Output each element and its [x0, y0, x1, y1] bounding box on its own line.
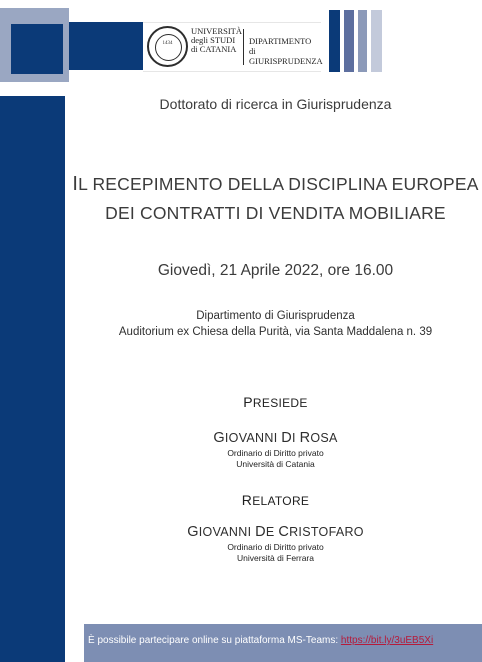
- university-logo: [143, 22, 321, 72]
- speaker-initial-3: C: [278, 524, 290, 540]
- footer-message: È possibile partecipare online su piattaforma MS-Teams:: [88, 635, 341, 646]
- footer-bar: [84, 624, 482, 662]
- chair-part-1: IOVANNI: [224, 431, 282, 445]
- chair-initial-3: R: [299, 430, 311, 446]
- university-line-3: di CATANIA: [191, 44, 237, 54]
- header-stripe-4: [371, 10, 382, 72]
- presiede-rest: RESIEDE: [252, 396, 308, 410]
- chair-affiliation: [69, 448, 482, 470]
- speaker-name: [69, 524, 482, 540]
- presiede-heading: [69, 394, 482, 410]
- chair-initial-2: D: [281, 430, 293, 446]
- chair-institution: Università di Catania: [236, 459, 315, 469]
- speaker-part-3: RISTOFARO: [289, 525, 364, 539]
- chair-part-3: OSA: [310, 431, 338, 445]
- department-line-1: DIPARTIMENTO: [249, 36, 312, 46]
- footer-text: [88, 635, 433, 646]
- chair-part-2: I: [292, 431, 300, 445]
- speaker-part-1: IOVANNI: [198, 525, 256, 539]
- event-location: [69, 308, 482, 340]
- event-title: [69, 170, 482, 228]
- phd-program: Dottorato di ricerca in Giurisprudenza: [159, 96, 392, 112]
- university-line-2: degli STUDI: [191, 35, 236, 45]
- event-title-line-1: [69, 170, 482, 199]
- header-dark-square: [11, 24, 63, 74]
- speaker-initial-2: D: [255, 524, 266, 540]
- university-seal-icon: [147, 26, 188, 67]
- header-stripe-3: [358, 10, 367, 72]
- seal-year: 1434: [162, 41, 173, 46]
- department-line-2: di GIURISPRUDENZA: [249, 46, 323, 66]
- presiede-initial: P: [243, 394, 253, 410]
- speaker-affiliation: [69, 542, 482, 564]
- location-line-1: Dipartimento di Giurisprudenza: [196, 310, 355, 322]
- speaker-part-2: E: [265, 525, 279, 539]
- university-name: [191, 27, 242, 54]
- title-line-1-text: L RECEPIMENTO DELLA DISCIPLINA EUROPEA: [78, 174, 479, 194]
- relatore-initial: R: [241, 492, 253, 508]
- header-bar: [69, 22, 143, 70]
- speaker-position: Ordinario di Diritto privato: [227, 542, 324, 552]
- logo-divider: [243, 29, 244, 65]
- chair-position: Ordinario di Diritto privato: [227, 448, 324, 458]
- header-stripe-1: [329, 10, 340, 72]
- speaker-institution: Università di Ferrara: [237, 553, 314, 563]
- speaker-initial-1: G: [187, 524, 199, 540]
- event-title-line-2: DEI CONTRATTI DI VENDITA MOBILIARE: [105, 203, 446, 223]
- seal-inner-ring: [155, 34, 182, 61]
- chair-initial-1: G: [213, 430, 225, 446]
- department-name: [249, 36, 323, 66]
- chair-name: [69, 430, 482, 446]
- relatore-heading: [69, 492, 482, 508]
- location-line-2: Auditorium ex Chiesa della Purità, via Santa Maddalena n. 39: [118, 326, 433, 338]
- left-sidebar-bar: [0, 96, 65, 662]
- title-initial: I: [72, 173, 79, 195]
- teams-link[interactable]: https://bit.ly/3uEB5Xi: [340, 635, 434, 646]
- header-stripe-2: [344, 10, 354, 72]
- relatore-rest: ELATORE: [252, 494, 310, 508]
- university-line-1: UNIVERSITÀ: [191, 26, 242, 36]
- event-date: Giovedì, 21 Aprile 2022, ore 16.00: [157, 262, 394, 279]
